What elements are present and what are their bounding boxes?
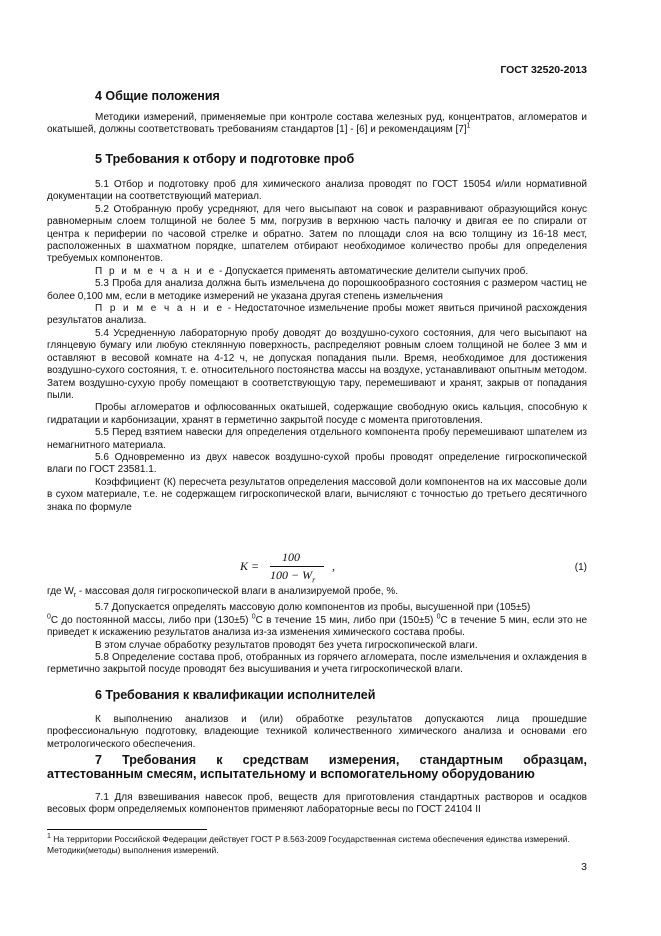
degree-sup: 0: [251, 613, 256, 621]
p57-b: С до постоянной массы, либо при (130±5): [50, 614, 252, 626]
footnote-ref: 1: [466, 123, 471, 131]
formula-number: (1): [574, 562, 587, 573]
where-text: - массовая доля гигроскопической влаги в анализируемой пробе, %.: [76, 586, 399, 597]
paragraph-5-8: 5.8 Определение состава проб, отобранных из горячего агломерата, после измельчения и охлаждения в герметично закрытой посуде проводят без высушивания и учета гигроскопической влаги.: [47, 652, 587, 676]
note-1: [47, 266, 587, 278]
p57-c: С в течение 15 мин, либо при (150±5): [255, 614, 437, 626]
paragraph-5-6: 5.6 Одновременно из двух навесок воздушно-сухой пробы проводят определение гигроскопической влаги по ГОСТ 23581.1.: [47, 451, 587, 476]
denominator-subscript: r: [312, 575, 316, 585]
formula-k: [240, 550, 400, 584]
degree-sup: 0: [436, 613, 441, 621]
p57-a: 5.7 Допускается определять массовую долю компонентов из пробы, высушенной при (105±5): [95, 602, 531, 614]
where-subscript: r: [73, 592, 77, 599]
paragraph-7-1: 7.1 Для взвешивания навесок проб, веществ для приготовления стандартных растворов и осадков весовых форм определяемых компонентов применяют лабораторные весы по ГОСТ 24104 II: [47, 792, 587, 816]
section-5-title: 5 Требования к отбору и подготовке проб: [95, 152, 355, 166]
paragraph-5-3: 5.3 Проба для анализа должна быть измельчена до порошкообразного состояния с размером частиц не более 0,100 мм, если в методике измерений не указана другая степень измельчения: [47, 278, 587, 302]
paragraph-5-6-continued: Коэффициент (К) пересчета результатов определения массовой доли компонентов на их массовые доли в сухом материале, т.е. не содержащем гигроскопической влаги, вычисляют с точностью до третьего десятичного знака по формуле: [47, 476, 587, 513]
formula-comma: ,: [332, 559, 335, 573]
p57-d: С в течение 5 мин, если это не приведет к искажению результатов анализа из-за изменения химического состава пробы.: [47, 614, 588, 639]
footnote-divider: [47, 829, 207, 830]
section-6-title: 6 Требования к квалификации исполнителей: [95, 688, 376, 702]
formula-denominator: [270, 568, 315, 584]
paragraph-5-7-continued: В этом случае обработку результатов проводят без учета гигроскопической влаги.: [95, 639, 478, 651]
section-4-paragraph: [47, 112, 587, 137]
section-5-body: [47, 179, 587, 514]
note-text: - Допускается применять автоматические делители сыпучих проб.: [216, 265, 529, 277]
paragraph-5-4: 5.4 Усредненную лабораторную пробу доводят до воздушно-сухого состояния, для чего высыпают на глянцевую бумагу или любую стеклянную поверхность, распределяют ровным слоем толщиной не более 3 мм и оставляют в весовой комнате на 4-12 ч, не допуская попадания пыли. Время, необходимое для достижения воздушно-сухого состояния, т. е. относительного постоянства массы на воздухе, устанавливают опытным методом. Затем воздушно-сухую пробу помещают в соответствующую тару, перемешивают и хранят, закрыв от попадания пыли.: [47, 327, 587, 401]
note-label: П р и м е ч а н и е: [95, 303, 225, 315]
section-5-body-lower: [47, 586, 587, 677]
note-text: - Недостаточное измельчение пробы может явиться причиной расхождения результатов анализа.: [47, 303, 588, 327]
formula-numerator: 100: [282, 550, 300, 564]
note-label: П р и м е ч а н и е: [95, 265, 217, 277]
paragraph-5-1: 5.1 Отбор и подготовку проб для химического анализа проводят по ГОСТ 15054 и/или нормативной документации на соответствующий материал.: [47, 179, 587, 203]
paragraph-5-5: 5.5 Перед взятием навески для определения отдельного компонента пробу перемешивают шпателем из немагнитного материала.: [47, 427, 587, 451]
footnote-text: На территории Российской Федерации действует ГОСТ Р 8.563-2009 Государственная система обеспечения единства измерений. Методики(методы) выполнения измерений.: [47, 834, 570, 855]
degree-sup: 0: [47, 613, 51, 621]
denominator-text: 100 − W: [270, 568, 313, 582]
where-label: где W: [47, 586, 74, 597]
document-id-header: ГОСТ 32520-2013: [500, 64, 587, 76]
section-4-title: 4 Общие положения: [95, 89, 220, 103]
note-2: [47, 303, 587, 328]
formula-lhs: K =: [240, 559, 260, 573]
paragraph-5-4-continued: Пробы агломератов и офлюсованных окатышей, содержащие свободную окись кальция, способную к гидратации и карбонизации, хранят в герметично закрытой посуде с момента приготовления.: [47, 402, 587, 426]
section-6-paragraph: К выполнению анализов и (или) обработке результатов допускаются лица прошедшие профессиональную подготовку, владеющие техникой количественного химического анализа и основами его метрологического обеспечения.: [47, 714, 587, 750]
page-number: 3: [581, 861, 587, 873]
formula-where: [47, 586, 587, 602]
paragraph-5-2: 5.2 Отобранную пробу усредняют, для чего высыпают на совок и разравнивают образующийся конус равномерным слоем толщиной не более 5 мм, погрузив в верхнюю часть палочку и двигая ее по спирали от центра к периферии по часовой стрелке и обратно. Затем по площади слоя на всю толщину из 16-18 мест, расположенных в шахматном порядке, шпателем отбирают необходимое количество пробы для определения требуемых компонентов.: [47, 203, 587, 265]
paragraph-5-7: [47, 602, 587, 639]
section-7-title-line-1: 7 Требования к средствам измерения, стандартным образцам,: [95, 753, 587, 767]
section-7-title-line-2: аттестованным смесям, испытательному и вспомогательному оборудованию: [47, 767, 535, 781]
section-4-text: Методики измерений, применяемые при контроле состава железных руд, концентратов, агломератов и окатышей, должны соответствовать требованиям стандартов [1] - [6] и рекомендациям [7]: [47, 112, 587, 136]
footnote-marker: 1: [47, 833, 51, 841]
fraction-bar: [270, 566, 324, 567]
section-7-title: [47, 753, 587, 781]
footnote: [47, 834, 587, 856]
